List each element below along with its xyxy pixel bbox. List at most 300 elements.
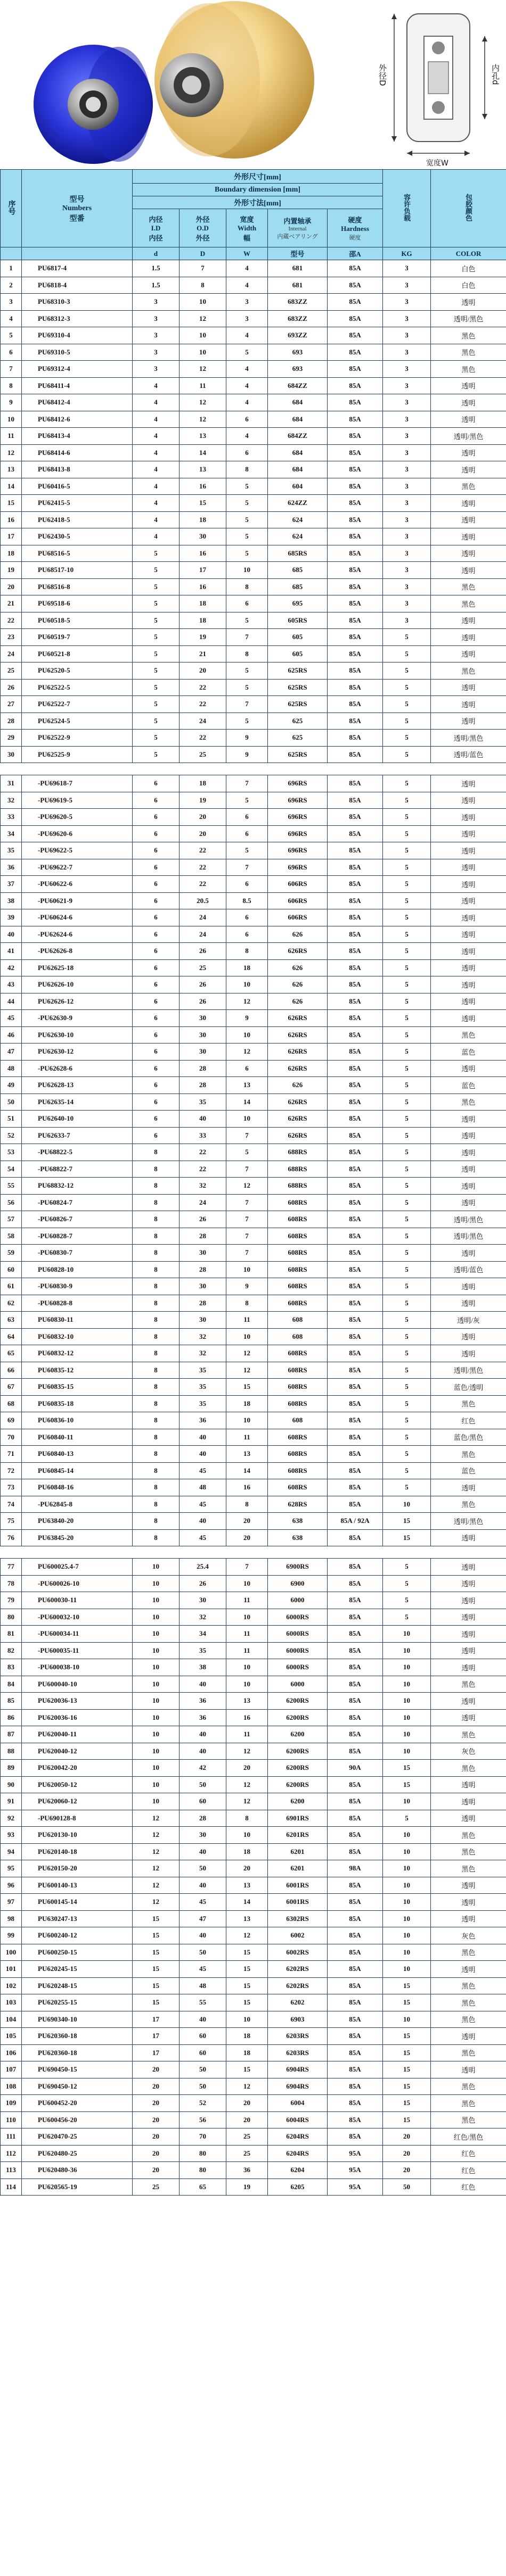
table-row (1, 327, 506, 344)
load-cell: 10 (383, 1676, 431, 1693)
bearing-cell: 608RS (268, 1194, 328, 1211)
inner-diameter-cell: 6 (133, 792, 179, 809)
width-cell: 4 (226, 394, 268, 411)
product-hero (0, 0, 506, 169)
hardness-cell: 85A (328, 696, 383, 713)
outer-diameter-cell: 22 (179, 730, 226, 747)
hardness-cell: 85A (328, 428, 383, 445)
col-model-header (22, 170, 133, 247)
load-cell: 5 (383, 645, 431, 662)
color-cell: 黑色 (431, 595, 506, 612)
inner-diameter-cell: 5 (133, 629, 179, 646)
bearing-cell: 6302RS (268, 1910, 328, 1927)
model-cell: PU60832-10 (22, 1328, 133, 1345)
outer-diameter-cell: 55 (179, 1994, 226, 2011)
inner-diameter-cell: 6 (133, 959, 179, 976)
bearing-en-label: Internal (288, 226, 307, 232)
width-cell: 10 (226, 1575, 268, 1592)
seq-cell: 1 (1, 260, 22, 277)
outer-diameter-cell: 50 (179, 1776, 226, 1793)
inner-diameter-cell: 6 (133, 876, 179, 893)
width-cell: 11 (226, 1642, 268, 1659)
bearing-cell: 684ZZ (268, 428, 328, 445)
hardness-cell: 85A (328, 662, 383, 680)
hardness-cell: 85A (328, 562, 383, 579)
model-cell: PU620036-13 (22, 1693, 133, 1710)
load-cell: 5 (383, 1559, 431, 1576)
inner-diameter-cell: 3 (133, 294, 179, 311)
hardness-cell: 85A (328, 1362, 383, 1379)
outer-diameter-cell: 45 (179, 1462, 226, 1479)
bearing-cell: 693 (268, 344, 328, 361)
load-cell: 5 (383, 1609, 431, 1626)
hardness-cell: 85A (328, 926, 383, 943)
seq-cell: 21 (1, 595, 22, 612)
color-cell: 黑色 (431, 1726, 506, 1743)
table-row (1, 2128, 506, 2146)
width-cell: 7 (226, 1127, 268, 1144)
model-cell: -PU60824-7 (22, 1194, 133, 1211)
table-row (1, 1894, 506, 1911)
seq-cell: 25 (1, 662, 22, 680)
hardness-cell: 85A (328, 1144, 383, 1161)
table-block-2 (1, 775, 506, 1546)
model-cell: -PU600035-11 (22, 1642, 133, 1659)
bearing-cell: 6004RS (268, 2111, 328, 2128)
width-cell: 15 (226, 1977, 268, 1994)
color-cell: 透明/灰 (431, 1312, 506, 1329)
load-cell: 5 (383, 1111, 431, 1128)
seq-cell: 27 (1, 696, 22, 713)
seq-cell: 46 (1, 1026, 22, 1043)
hardness-cell: 85A (328, 277, 383, 294)
color-cell: 透明 (431, 377, 506, 394)
seq-cell: 105 (1, 2028, 22, 2045)
model-cell: PU62630-12 (22, 1043, 133, 1061)
color-cell: 透明 (431, 859, 506, 876)
hardness-cell: 85A (328, 1194, 383, 1211)
table-row (1, 495, 506, 512)
color-cell: 黑色 (431, 2095, 506, 2112)
model-cell: PU62522-5 (22, 679, 133, 696)
model-cell: -PU60624-6 (22, 909, 133, 926)
hardness-cell: 85A (328, 1412, 383, 1429)
hardness-cell: 85A (328, 1575, 383, 1592)
table-row (1, 260, 506, 277)
width-cell: 7 (226, 1245, 268, 1262)
bearing-cell: 6200RS (268, 1760, 328, 1777)
width-cell: 14 (226, 1462, 268, 1479)
outer-diameter-cell: 18 (179, 612, 226, 629)
load-cell: 10 (383, 1877, 431, 1894)
inner-diameter-cell: 12 (133, 1877, 179, 1894)
bearing-cell: 693ZZ (268, 327, 328, 344)
bearing-cell: 6200RS (268, 1709, 328, 1726)
model-cell: PU620040-11 (22, 1726, 133, 1743)
model-cell: PU620130-10 (22, 1827, 133, 1844)
table-row (1, 1642, 506, 1659)
outer-diameter-cell: 45 (179, 1894, 226, 1911)
table-row (1, 859, 506, 876)
width-cell: 4 (226, 428, 268, 445)
load-cell: 3 (383, 461, 431, 478)
unit-seq (1, 247, 22, 260)
bearing-cell: 626RS (268, 1026, 328, 1043)
model-cell: -PU69622-5 (22, 842, 133, 859)
inner-diameter-cell: 8 (133, 1312, 179, 1329)
load-cell: 10 (383, 1693, 431, 1710)
bearing-cell: 626RS (268, 943, 328, 960)
load-cell: 10 (383, 1894, 431, 1911)
color-cell: 黑色 (431, 1676, 506, 1693)
color-cell: 透明 (431, 1529, 506, 1546)
model-cell: -PU69619-5 (22, 792, 133, 809)
inner-diameter-cell: 5 (133, 746, 179, 763)
model-cell: PU600240-12 (22, 1927, 133, 1944)
bearing-cell: 681 (268, 260, 328, 277)
load-cell: 15 (383, 2044, 431, 2061)
bearing-cell: 605 (268, 629, 328, 646)
model-cell: PU620042-20 (22, 1760, 133, 1777)
table-row (1, 1592, 506, 1609)
outer-diameter-cell: 12 (179, 310, 226, 327)
color-cell: 红色 (431, 2162, 506, 2179)
inner-diameter-cell: 6 (133, 775, 179, 792)
hardness-cell: 85A (328, 1026, 383, 1043)
outer-diameter-cell: 45 (179, 1529, 226, 1546)
table-row (1, 1379, 506, 1396)
color-cell: 透明 (431, 876, 506, 893)
inner-diameter-cell: 4 (133, 377, 179, 394)
load-cell: 10 (383, 1626, 431, 1643)
model-cell: PU620255-15 (22, 1994, 133, 2011)
table-row (1, 1927, 506, 1944)
inner-diameter-cell: 4 (133, 428, 179, 445)
color-cell: 黑色 (431, 1094, 506, 1111)
table-row (1, 1178, 506, 1195)
seq-cell: 104 (1, 2011, 22, 2028)
hardness-cell: 85A (328, 1659, 383, 1676)
hardness-cell: 85A (328, 1278, 383, 1295)
seq-cell: 47 (1, 1043, 22, 1061)
bearing-cell: 6002RS (268, 1944, 328, 1961)
table-row (1, 528, 506, 545)
inner-diameter-cell: 8 (133, 1345, 179, 1362)
load-cell: 3 (383, 361, 431, 378)
bearing-cell: 6000 (268, 1592, 328, 1609)
inner-diameter-cell: 6 (133, 859, 179, 876)
width-cell: 20 (226, 2111, 268, 2128)
model-cell: PU60845-14 (22, 1462, 133, 1479)
table-row (1, 876, 506, 893)
hardness-cell: 85A (328, 976, 383, 993)
seq-cell: 102 (1, 1977, 22, 1994)
bearing-cell: 684ZZ (268, 377, 328, 394)
outer-diameter-cell: 28 (179, 1295, 226, 1312)
outer-diameter-cell: 16 (179, 545, 226, 562)
model-cell: PU68516-8 (22, 578, 133, 595)
hardness-cell: 85A (328, 1345, 383, 1362)
table-block-1 (1, 260, 506, 763)
outer-diameter-cell: 45 (179, 1961, 226, 1978)
color-cell: 透明 (431, 511, 506, 528)
width-cell: 9 (226, 730, 268, 747)
bearing-cell: 608RS (268, 1345, 328, 1362)
seq-cell: 31 (1, 775, 22, 792)
outer-diameter-cell: 50 (179, 1944, 226, 1961)
width-cell: 14 (226, 1894, 268, 1911)
table-row (1, 1709, 506, 1726)
hardness-cell: 85A (328, 2028, 383, 2045)
model-cell: -PU69620-5 (22, 809, 133, 826)
model-cell: PU60828-10 (22, 1261, 133, 1278)
table-row (1, 1626, 506, 1643)
outer-diameter-cell: 20 (179, 809, 226, 826)
inner-diameter-cell: 6 (133, 842, 179, 859)
color-cell: 黑色 (431, 578, 506, 595)
hardness-cell: 85A (328, 1927, 383, 1944)
color-cell: 透明 (431, 1479, 506, 1496)
bearing-cell: 626RS (268, 1127, 328, 1144)
load-cell: 5 (383, 629, 431, 646)
model-cell: -PU69620-6 (22, 825, 133, 842)
unit-model-spacer (22, 247, 133, 260)
table-row (1, 394, 506, 411)
seq-cell: 19 (1, 562, 22, 579)
seq-cell: 92 (1, 1810, 22, 1827)
color-cell: 透明 (431, 1559, 506, 1576)
model-cell: PU620480-25 (22, 2145, 133, 2162)
seq-cell: 99 (1, 1927, 22, 1944)
inner-diameter-cell: 5 (133, 645, 179, 662)
table-row (1, 2028, 506, 2045)
load-cell: 5 (383, 792, 431, 809)
model-cell: -PU600038-10 (22, 1659, 133, 1676)
seq-cell: 66 (1, 1362, 22, 1379)
model-cell: PU69310-4 (22, 327, 133, 344)
table-row (1, 679, 506, 696)
bearing-cell: 6201 (268, 1860, 328, 1877)
inner-diameter-cell: 15 (133, 1910, 179, 1927)
inner-diameter-cell: 4 (133, 444, 179, 461)
seq-cell: 72 (1, 1462, 22, 1479)
table-row (1, 411, 506, 428)
col-color-header (431, 170, 506, 247)
hardness-cell: 85A (328, 344, 383, 361)
inner-diameter-cell: 15 (133, 1927, 179, 1944)
bearing-cell: 606RS (268, 909, 328, 926)
width-cell: 5 (226, 528, 268, 545)
col-load-header (383, 170, 431, 247)
model-cell: PU620248-15 (22, 1977, 133, 1994)
table-row (1, 792, 506, 809)
load-cell: 3 (383, 478, 431, 495)
width-cell: 8 (226, 1496, 268, 1513)
load-cell: 3 (383, 612, 431, 629)
spec-table (0, 169, 506, 763)
width-cell: 15 (226, 1379, 268, 1396)
seq-cell: 18 (1, 545, 22, 562)
outer-diameter-cell: 36 (179, 1412, 226, 1429)
model-cell: PU620360-18 (22, 2028, 133, 2045)
inner-diameter-cell: 8 (133, 1462, 179, 1479)
seq-cell: 86 (1, 1709, 22, 1726)
hardness-cell: 85A (328, 859, 383, 876)
inner-diameter-cell: 15 (133, 1977, 179, 1994)
inner-diameter-cell: 3 (133, 310, 179, 327)
col-width-header (226, 209, 268, 247)
inner-diameter-cell: 1.5 (133, 277, 179, 294)
seq-cell: 114 (1, 2179, 22, 2196)
outer-diameter-cell: 24 (179, 1194, 226, 1211)
outer-diameter-cell: 48 (179, 1977, 226, 1994)
load-cell: 10 (383, 1642, 431, 1659)
model-cell: PU68412-6 (22, 411, 133, 428)
seq-cell: 108 (1, 2078, 22, 2095)
bearing-cell: 605 (268, 645, 328, 662)
hardness-cell: 85A (328, 461, 383, 478)
table-row (1, 545, 506, 562)
bearing-cell: 626RS (268, 1043, 328, 1061)
table-row (1, 1026, 506, 1043)
model-cell: -PU68822-5 (22, 1144, 133, 1161)
outer-diameter-cell: 28 (179, 1060, 226, 1077)
color-cell: 透明 (431, 1245, 506, 1262)
outer-diameter-cell: 32 (179, 1345, 226, 1362)
bearing-cell: 683ZZ (268, 310, 328, 327)
model-cell: -PU69622-7 (22, 859, 133, 876)
bearing-cell: 606RS (268, 876, 328, 893)
width-cell: 10 (226, 2011, 268, 2028)
model-cell: PU620036-16 (22, 1709, 133, 1726)
outer-diameter-label: 外径D (378, 64, 387, 86)
load-cell: 5 (383, 1094, 431, 1111)
col-hard-header (328, 209, 383, 247)
table-row (1, 825, 506, 842)
width-cell: 18 (226, 2044, 268, 2061)
hardness-cell: 85A (328, 310, 383, 327)
table-row (1, 1429, 506, 1446)
width-cell: 9 (226, 1010, 268, 1027)
inner-diameter-cell: 10 (133, 1676, 179, 1693)
outer-diameter-cell: 32 (179, 1609, 226, 1626)
model-cell: PU600040-10 (22, 1676, 133, 1693)
inner-diameter-cell: 10 (133, 1575, 179, 1592)
model-cell: PU62640-10 (22, 1111, 133, 1128)
color-cell: 透明 (431, 713, 506, 730)
table-row (1, 1810, 506, 1827)
hardness-cell: 85A (328, 2128, 383, 2146)
seq-cell: 40 (1, 926, 22, 943)
hardness-cell: 85A (328, 444, 383, 461)
unit-color: COLOR (431, 247, 506, 260)
outer-diameter-cell: 40 (179, 1927, 226, 1944)
table-row (1, 1111, 506, 1128)
width-cell: 12 (226, 1776, 268, 1793)
outer-diameter-cell: 28 (179, 1261, 226, 1278)
width-cell: 11 (226, 1429, 268, 1446)
model-cell: -PU600032-10 (22, 1609, 133, 1626)
inner-diameter-cell: 20 (133, 2111, 179, 2128)
outer-cn2-label: 外径 (195, 234, 210, 242)
model-cell: PU68310-3 (22, 294, 133, 311)
seq-cell: 44 (1, 993, 22, 1010)
width-cell: 7 (226, 1211, 268, 1228)
hardness-cell: 85A (328, 943, 383, 960)
table-row (1, 1559, 506, 1576)
outer-diameter-cell: 22 (179, 1144, 226, 1161)
width-cell: 10 (226, 562, 268, 579)
model-cell: PU62430-5 (22, 528, 133, 545)
seq-cell: 42 (1, 959, 22, 976)
model-cell: PU60835-18 (22, 1395, 133, 1412)
color-cell: 蓝色 (431, 1077, 506, 1094)
hardness-cell: 85A (328, 2011, 383, 2028)
hardness-cell: 85A (328, 495, 383, 512)
color-cell: 透明 (431, 1328, 506, 1345)
hardness-cell: 85A (328, 959, 383, 976)
seq-cell: 93 (1, 1827, 22, 1844)
color-cell: 透明 (431, 645, 506, 662)
hardness-cell: 90A (328, 1760, 383, 1777)
bearing-cell: 638 (268, 1513, 328, 1530)
inner-diameter-cell: 4 (133, 511, 179, 528)
inner-cn2-label: 内径 (149, 234, 163, 242)
seq-cell: 15 (1, 495, 22, 512)
outer-diameter-cell: 36 (179, 1693, 226, 1710)
color-cell: 透明 (431, 1877, 506, 1894)
seq-cell: 10 (1, 411, 22, 428)
hardness-cell: 85A (328, 1295, 383, 1312)
inner-diameter-cell: 8 (133, 1144, 179, 1161)
load-cell: 5 (383, 943, 431, 960)
hardness-cell: 85A (328, 876, 383, 893)
seq-cell: 60 (1, 1261, 22, 1278)
table-row (1, 1994, 506, 2011)
color-cell: 透明 (431, 809, 506, 826)
load-cell: 3 (383, 444, 431, 461)
color-cell: 透明/蓝色 (431, 746, 506, 763)
hardness-cell: 85A (328, 1479, 383, 1496)
inner-diameter-cell: 8 (133, 1161, 179, 1178)
seq-cell: 28 (1, 713, 22, 730)
load-cell: 5 (383, 730, 431, 747)
outer-diameter-cell: 11 (179, 377, 226, 394)
inner-diameter-cell: 8 (133, 1529, 179, 1546)
width-cell: 19 (226, 2179, 268, 2196)
load-cell: 5 (383, 976, 431, 993)
load-cell: 5 (383, 1010, 431, 1027)
table-row (1, 1395, 506, 1412)
hardness-cell: 85A (328, 730, 383, 747)
model-cell: -PU62845-8 (22, 1496, 133, 1513)
outer-diameter-cell: 42 (179, 1760, 226, 1777)
col-seq-header (1, 170, 22, 247)
table-row (1, 1077, 506, 1094)
color-cell: 透明 (431, 1144, 506, 1161)
width-cell: 3 (226, 294, 268, 311)
hardness-cell: 85A (328, 993, 383, 1010)
seq-cell: 39 (1, 909, 22, 926)
inner-diameter-cell: 8 (133, 1446, 179, 1463)
table-row (1, 1345, 506, 1362)
load-cell: 10 (383, 1496, 431, 1513)
outer-diameter-cell: 32 (179, 1178, 226, 1195)
model-cell: PU60840-11 (22, 1429, 133, 1446)
model-cell: PU600456-20 (22, 2111, 133, 2128)
color-cell: 透明 (431, 1609, 506, 1626)
width-cell: 5 (226, 495, 268, 512)
